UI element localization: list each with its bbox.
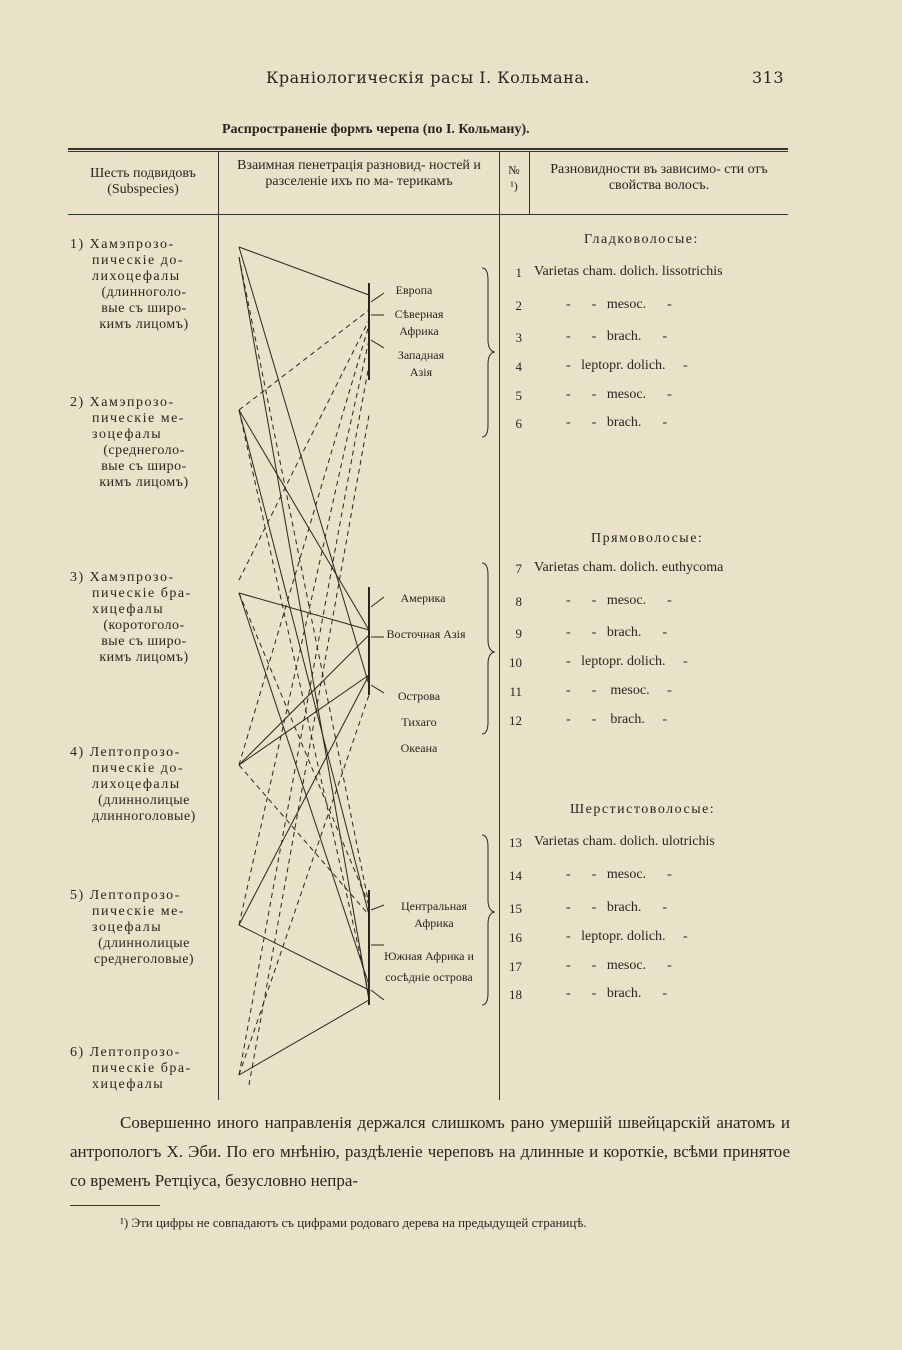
subspecies-line: зоцефалы: [92, 920, 163, 935]
variety-row: - - mesoc. -: [566, 593, 672, 608]
subspecies-gloss: среднеголовые): [93, 952, 195, 967]
row-number: 13: [509, 835, 522, 850]
link-solid: [239, 410, 369, 915]
variety-row: - - brach. -: [566, 415, 668, 430]
link-dashed: [239, 325, 369, 765]
subspecies-gloss: (длинноголо-: [101, 285, 187, 300]
variety-row: - - mesoc. -: [566, 958, 672, 973]
subspecies-label: 2) Хамэпрозо-: [70, 395, 175, 410]
arrow-west-asia: [371, 340, 384, 348]
subspecies-gloss: (коротоголо-: [103, 618, 185, 633]
link-solid: [239, 593, 369, 985]
group-heading-woolly: Шерстистоволосые:: [570, 802, 716, 817]
row-number: 18: [509, 987, 522, 1002]
variety-row: - - brach. -: [566, 900, 668, 915]
subspecies-label: 4) Лептопрозо-: [70, 745, 181, 760]
col-head-subspecies: Шесть подвидовъ (Subspecies): [90, 166, 196, 197]
row-number: 12: [509, 713, 522, 728]
footnote-text: Эти цифры не совпадаютъ съ цифрами родоваго дерева на предыдущей страницѣ.: [131, 1215, 587, 1230]
subspecies-line: зоцефалы: [92, 427, 163, 442]
link-dashed: [239, 593, 369, 905]
variety-row: - - mesoc. -: [566, 297, 672, 312]
row-number: 9: [515, 626, 522, 641]
subspecies-line: пическіе ме-: [92, 411, 185, 426]
link-solid: [239, 593, 369, 630]
variety-row: Varietas cham. dolich. ulotrichis: [534, 834, 715, 849]
brace-3: [482, 835, 494, 1005]
continent-south-africa: Южная Африка и сосѣдніе острова: [384, 949, 474, 984]
variety-row: - - brach. -: [566, 986, 668, 1001]
variety-row: Varietas cham. dolich. lissotrichis: [534, 264, 723, 279]
continent-north-africa: Сѣверная Африка: [394, 307, 444, 338]
row-number: 15: [509, 901, 522, 916]
row-number: 10: [509, 655, 522, 670]
footnote-marker: ¹): [120, 1215, 129, 1230]
subspecies-gloss: вые съ широ-: [101, 459, 187, 474]
subspecies-label: 5) Лептопрозо-: [70, 888, 181, 903]
subspecies-2: [70, 395, 218, 491]
variety-row: - - brach. -: [566, 329, 668, 344]
table-top-rule: [68, 148, 788, 150]
subspecies-label: 1) Хамэпрозо-: [70, 237, 175, 252]
col-divider-3: [529, 152, 530, 214]
subspecies-gloss: (длиннолицые: [98, 936, 190, 951]
group-braces: [478, 260, 498, 1020]
subspecies-line: хицефалы: [92, 602, 165, 617]
subspecies-label: 6) Лептопрозо-: [70, 1045, 181, 1060]
link-solid: [239, 925, 369, 990]
subspecies-line: хицефалы: [92, 1077, 165, 1092]
arrow-central-africa: [371, 905, 384, 910]
link-solid: [239, 247, 369, 685]
subspecies-line: пическіе до-: [92, 253, 184, 268]
col-head-varieties: Разновидности въ зависимо- сти отъ свойства волосъ.: [550, 162, 768, 193]
subspecies-gloss: кимъ лицомъ): [99, 475, 189, 490]
variety-row: - - brach. -: [566, 625, 668, 640]
link-solid: [239, 1000, 369, 1075]
row-number: 17: [509, 959, 522, 974]
row-number: 11: [509, 684, 522, 699]
row-number: 3: [515, 330, 522, 345]
subspecies-gloss: вые съ широ-: [101, 634, 187, 649]
link-dashed: [239, 320, 369, 580]
link-dashed: [239, 257, 369, 905]
row-number: 5: [515, 388, 522, 403]
row-number: 16: [509, 930, 522, 945]
footnote: [70, 1212, 790, 1234]
arrow-america: [371, 597, 384, 607]
subspecies-line: пическіе ме-: [92, 904, 185, 919]
subspecies-3: [70, 570, 218, 666]
brace-2: [482, 563, 494, 734]
row-number: 8: [515, 594, 522, 609]
variety-row: - - mesoc. -: [566, 683, 672, 698]
subspecies-gloss: (длиннолицые: [98, 793, 190, 808]
variety-row: - - mesoc. -: [566, 387, 672, 402]
variety-row: - leptopr. dolich. -: [566, 654, 688, 669]
subspecies-4: [70, 745, 218, 825]
link-dashed: [239, 365, 369, 1075]
variety-row: - leptopr. dolich. -: [566, 929, 688, 944]
brace-1: [482, 268, 494, 437]
subspecies-label: 3) Хамэпрозо-: [70, 570, 175, 585]
link-solid: [239, 247, 369, 295]
subspecies-1: [70, 237, 218, 333]
table-top-rule-thin: [68, 151, 788, 152]
variety-row: - - mesoc. -: [566, 867, 672, 882]
subspecies-gloss: вые съ широ-: [101, 301, 187, 316]
continent-pacific-islands: Острова Тихаго Океана: [397, 689, 441, 755]
continent-europe: Европа: [395, 283, 433, 297]
subspecies-line: пическіе до-: [92, 761, 184, 776]
col-head-penetration: Взаимная пенетрація разновид- ностей и разселеніе ихъ по ма- терикамъ: [237, 158, 481, 189]
subspecies-line: пическіе бра-: [92, 1061, 192, 1076]
row-number: 4: [515, 359, 522, 374]
row-number: 7: [515, 561, 522, 576]
subspecies-gloss: длинноголовые): [92, 809, 196, 824]
subspecies-gloss: кимъ лицомъ): [99, 650, 189, 665]
link-dashed: [249, 415, 369, 1085]
row-number: 14: [509, 868, 522, 883]
row-number: 2: [515, 298, 522, 313]
variety-row: - leptopr. dolich. -: [566, 358, 688, 373]
page-number: 313: [752, 68, 785, 87]
group-heading-straight: Прямоволосые:: [591, 531, 704, 546]
link-dashed: [239, 410, 369, 995]
continent-west-asia: Западная Азія: [397, 348, 445, 379]
body-paragraph: Совершенно иного направленія держался слишкомъ рано умершій швейцарскій анатомъ и антропологъ Х. Эби. По его мнѣнію, раздѣленіе череповъ на длинные и короткіе, всѣми принятое со временъ Ретціуса, безусловно непра-: [70, 1113, 790, 1190]
subspecies-line: лихоцефалы: [92, 777, 181, 792]
running-title: Краніологическія расы І. Кольмана.: [266, 68, 590, 87]
subspecies-5: [70, 888, 218, 968]
table-caption: Распространеніе формъ черепа (по І. Кольману).: [222, 122, 530, 137]
arrow-europe: [371, 293, 384, 302]
arrow-pacific: [371, 685, 384, 693]
row-number: 6: [515, 416, 522, 431]
subspecies-gloss: кимъ лицомъ): [99, 317, 189, 332]
variety-row: - - brach. -: [566, 712, 668, 727]
subspecies-line: лихоцефалы: [92, 269, 181, 284]
footnote-rule: [70, 1205, 160, 1206]
row-number: 1: [515, 265, 522, 280]
continent-america: Америка: [400, 591, 446, 605]
subspecies-gloss: (среднеголо-: [103, 443, 185, 458]
continent-central-africa: Центральная Африка: [401, 899, 467, 930]
subspecies-line: пическіе бра-: [92, 586, 192, 601]
col-head-number: № ¹): [508, 163, 520, 193]
group-heading-smooth: Гладковолосые:: [584, 232, 699, 247]
link-solid: [239, 410, 369, 630]
continent-east-asia: Восточная Азія: [386, 627, 466, 641]
variety-row: Varietas cham. dolich. euthycoma: [534, 560, 724, 575]
arrow-islands: [371, 990, 384, 1000]
subspecies-6: [70, 1045, 218, 1093]
